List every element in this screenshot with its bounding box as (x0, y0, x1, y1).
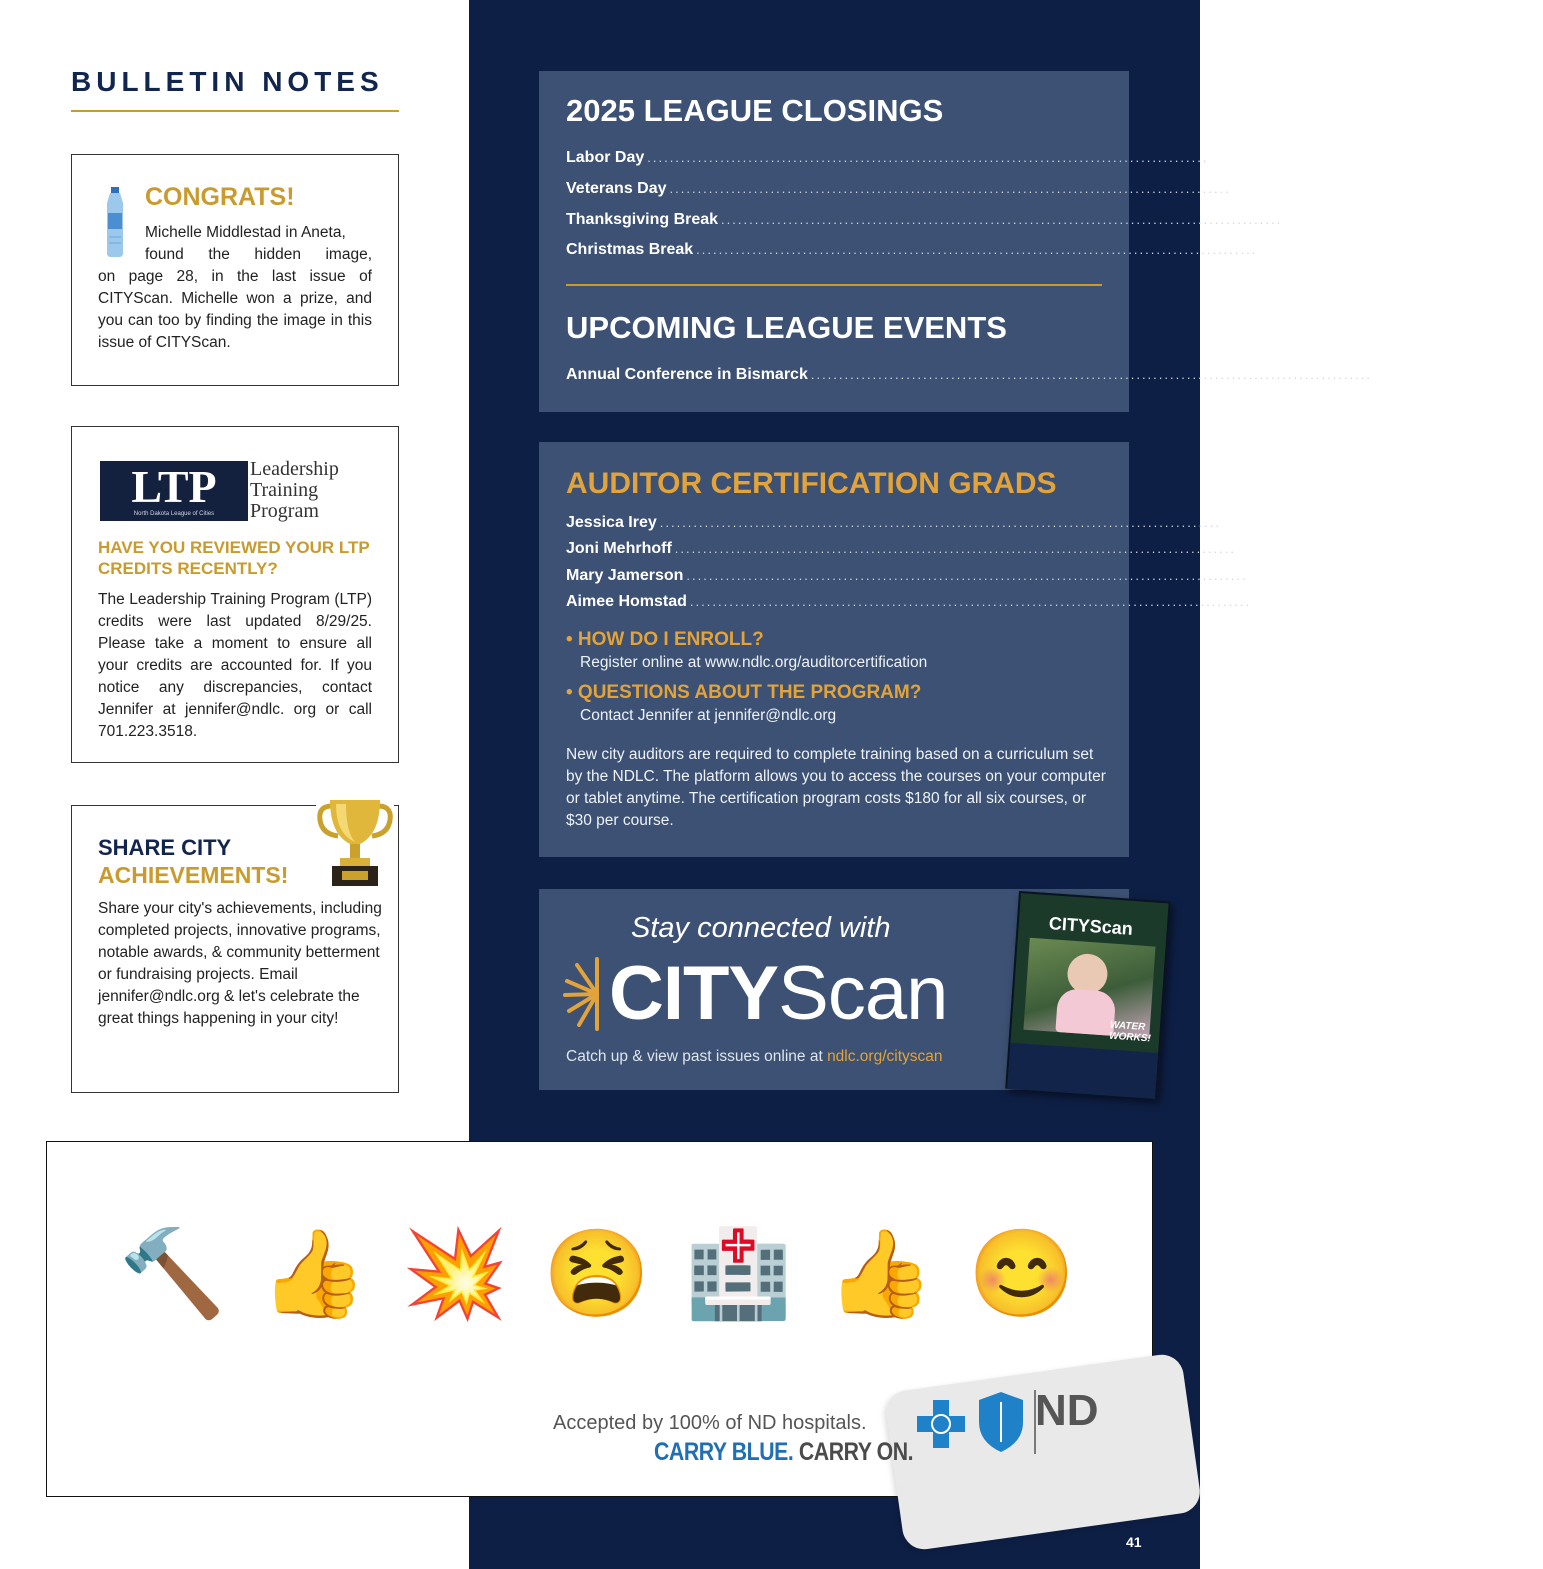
ltp-logo-sub: North Dakota League of Cities (133, 511, 215, 517)
magazine-title: CITYScan (1048, 913, 1134, 939)
title-underline (71, 110, 399, 112)
cityscan-link[interactable]: ndlc.org/cityscan (827, 1048, 943, 1065)
divider (566, 284, 1102, 286)
ltp-abbr: LTP (131, 461, 217, 512)
share-text: Share your city's achievements, including completed projects, innovative programs, notable awards, & community betterment or fundraising projects. Email jennifer@ndlc.org & let's celebrate the great things happening in your city! (98, 900, 382, 1027)
closing-row (566, 149, 1304, 167)
congrats-line-2: found the hidden image, (145, 246, 372, 263)
ad-accepted-text: Accepted by 100% of ND hospitals. (553, 1412, 867, 1434)
ad-slogan (654, 1438, 913, 1467)
grad-city: Prairie Rose (1238, 540, 1327, 557)
grad-row (566, 567, 1456, 585)
ltp-word: Program (250, 500, 319, 522)
thumbs-up-icon: 👍 (260, 1226, 368, 1322)
hospital-icon: 🏥 (685, 1226, 793, 1322)
events-heading: UPCOMING LEAGUE EVENTS (566, 310, 1007, 345)
grad-row (566, 540, 1327, 558)
congrats-body: on page 28, in the last issue of CITYScan. Michelle won a prize, and you can too by finding the image in this issue of CITYScan. (98, 268, 372, 351)
slogan-carry-on: CARRY ON. (798, 1438, 914, 1466)
faq-question-program: • QUESTIONS ABOUT THE PROGRAM? (566, 682, 922, 703)
ltp-heading: HAVE YOU REVIEWED YOUR LTP CREDITS RECENTLY? (98, 538, 370, 578)
cityscan-logo-bold: CITY (609, 951, 779, 1036)
ltp-text: The Leadership Training Program (LTP) credits were last updated 8/29/25. Please take a moment to ensure all your credits are accounted for. If you notice any discrepancies, contact Jennifer at jennifer@ndlc. org or call 701.223.3518. (98, 591, 372, 740)
grad-name: Mary Jamerson (566, 567, 684, 584)
dot-leader: .................................................................................................... (689, 594, 1252, 609)
catchup-text (566, 1048, 943, 1066)
dot-leader: .................................................................................................... (647, 150, 1209, 165)
magazine-cover (1005, 891, 1170, 1099)
closing-row (566, 241, 1335, 259)
bandaged-thumb-icon: 👍 (826, 1226, 934, 1322)
grad-city: Midwest Assistance Program (1250, 567, 1456, 584)
ltp-logo (100, 459, 370, 523)
cityscan-logo-light: Scan (778, 951, 948, 1036)
closing-row (566, 180, 1284, 198)
dot-leader: .................................................................................................... (696, 242, 1258, 257)
closing-label: Veterans Day (566, 180, 667, 197)
share-card (71, 805, 399, 1093)
ltp-word: Training (250, 479, 319, 501)
closing-date: Nov 11 (1233, 180, 1284, 197)
catchup-label: Catch up & view past issues online at (566, 1048, 828, 1065)
starburst-icon (563, 955, 609, 1033)
grad-name: Aimee Homstad (566, 593, 687, 610)
dot-leader: .................................................................................................... (721, 212, 1283, 227)
dot-leader: .................................................................................................... (669, 181, 1231, 196)
dot-leader: .................................................................................................... (659, 515, 1221, 530)
congrats-card (71, 154, 399, 386)
cityscan-logo (609, 951, 947, 1037)
bcbs-advertisement (46, 1141, 1153, 1497)
closings-heading: 2025 LEAGUE CLOSINGS (566, 93, 944, 128)
event-date: September 17-19, 2025 (1375, 366, 1543, 383)
auditor-heading: AUDITOR CERTIFICATION GRADS (566, 467, 1057, 500)
grad-row (566, 593, 1313, 611)
closing-label: Labor Day (566, 149, 645, 166)
ltp-card (71, 426, 399, 763)
emoji-row (117, 1224, 1077, 1324)
grad-city: Edgeley (1223, 514, 1282, 531)
grad-city: Cavalier (1254, 593, 1313, 610)
tired-face-icon: 😫 (543, 1226, 651, 1322)
ltp-logo-mark (100, 461, 248, 521)
closing-date: September 1 (1211, 149, 1304, 166)
dot-leader: .................................................................................................... (810, 367, 1373, 382)
congrats-text (98, 222, 372, 354)
grad-name: Joni Mehrhoff (566, 540, 672, 557)
ltp-logo-words (250, 459, 339, 522)
grad-name: Jessica Irey (566, 514, 657, 531)
dot-leader: .................................................................................................... (674, 541, 1236, 556)
faq-question-enroll: • HOW DO I ENROLL? (566, 629, 764, 650)
auditor-description: New city auditors are required to complete training based on a curriculum set by the NDLC. The platform allows you to access the courses on your computer or tablet anytime. The certification program costs $180 for all six courses, or $30 per course. (566, 746, 1106, 829)
league-closings-panel (539, 71, 1543, 412)
faq-answer-enroll: Register online at www.ndlc.org/auditorcertification (580, 654, 928, 671)
share-heading-line2: ACHIEVEMENTS! (98, 862, 289, 888)
trophy-icon (316, 794, 394, 892)
promo-tagline: Stay connected with (631, 912, 891, 944)
closing-date: Dec 24-25 (1260, 241, 1335, 258)
auditor-panel (539, 442, 1456, 857)
closing-row (566, 211, 1360, 229)
slogan-carry-blue: CARRY BLUE. (654, 1438, 794, 1466)
share-heading-line1: SHARE CITY (98, 835, 232, 860)
event-row (566, 366, 1543, 384)
smiling-face-icon: 😊 (968, 1226, 1076, 1322)
page-number: 41 (1126, 1534, 1142, 1550)
event-label: Annual Conference in Bismarck (566, 366, 808, 383)
closing-label: Christmas Break (566, 241, 694, 258)
hammer-icon: 🔨 (118, 1226, 226, 1322)
nd-label: ND (1035, 1386, 1099, 1435)
magazine-photo-dress (1055, 988, 1116, 1036)
ltp-word: Leadership (250, 458, 339, 480)
faq-answer-program: Contact Jennifer at jennifer@ndlc.org (580, 707, 837, 724)
section-title: BULLETIN NOTES (71, 66, 384, 97)
closing-date: Nov 27-28 (1285, 211, 1360, 228)
collision-icon: 💥 (401, 1226, 509, 1322)
congrats-line-1: Michelle Middlestad in Aneta, (145, 224, 346, 241)
grad-row (566, 514, 1282, 532)
closing-label: Thanksgiving Break (566, 211, 719, 228)
congrats-heading: CONGRATS! (145, 183, 295, 211)
dot-leader: .................................................................................................... (686, 568, 1248, 583)
magazine-cover-text: WATER WORKS! (1108, 1019, 1152, 1045)
